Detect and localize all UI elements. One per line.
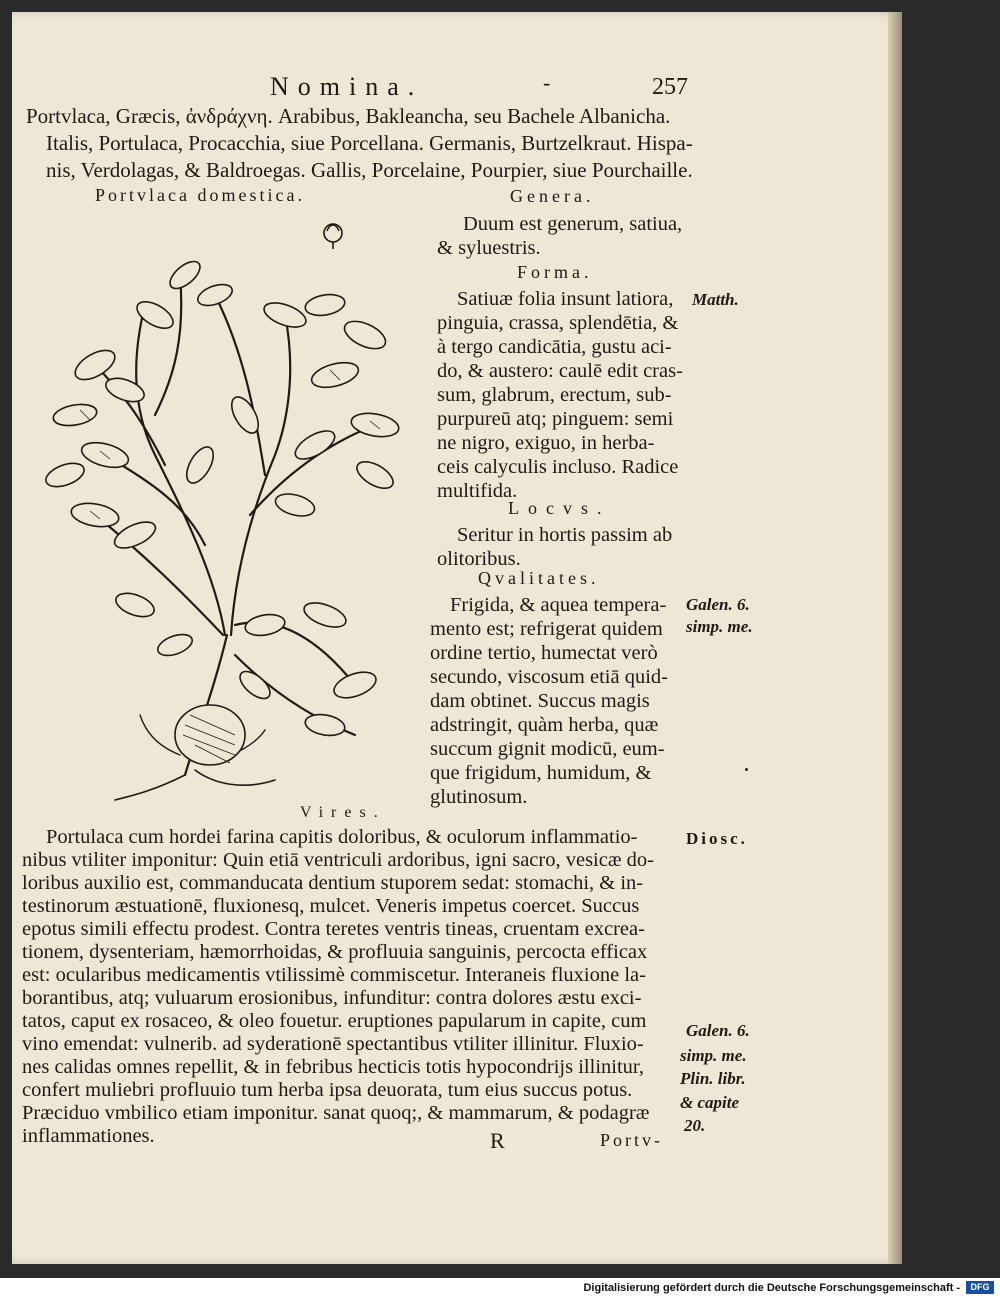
intro-line: Italis, Portulaca, Procacchia, siue Porcellana. Germanis, Burtzelkraut. Hispa- <box>46 131 693 155</box>
dfg-logo-icon[interactable]: DFG <box>966 1281 994 1294</box>
marginal-note-galen-line: Galen. 6. <box>686 1021 750 1040</box>
marginal-note-galen-line: Galen. 6. <box>686 595 750 614</box>
footer-credit: Digitalisierung gefördert durch die Deutsche Forschungsgemeinschaft - <box>583 1282 960 1294</box>
marginal-note-plin-line: & capite <box>680 1093 740 1112</box>
qualitates-line: dam obtinet. Succus magis <box>430 690 650 712</box>
ink-speck <box>745 768 748 771</box>
intro-line: Portvlaca, Græcis, ἀνδράχνη. Arabibus, Bakleancha, seu Bachele Albanicha. <box>26 104 671 128</box>
qualitates-line: adstringit, quàm herba, quæ <box>430 714 659 736</box>
qualitates-line: glutinosum. <box>430 786 528 808</box>
forma-line: purpureū atq; pinguem: semi <box>437 408 674 430</box>
locus-line: Seritur in hortis passim ab <box>457 524 673 546</box>
vires-line: inflammationes. <box>22 1125 155 1147</box>
running-head: Nomina. <box>270 72 424 101</box>
qualitates-line: secundo, viscosum etiā quid- <box>430 666 668 688</box>
marginal-note-plin-line: 20. <box>684 1116 706 1135</box>
section-vires-title: Vires. <box>300 804 386 821</box>
vires-line: tatos, caput ex rosaceo, & oleo fouetur. eruptiones papularum in capite, cum <box>22 1010 647 1032</box>
vires-line: nes calidas omnes repellit, & in febribus hecticis totis hypocondrijs illinitur, <box>22 1056 645 1078</box>
page-edge-shadow <box>888 12 902 1264</box>
catchword: Portv- <box>600 1130 663 1150</box>
forma-line: ceis calyculis incluso. Radice <box>437 456 679 478</box>
locus-line: olitoribus. <box>437 548 521 570</box>
vires-line: Portulaca cum hordei farina capitis doloribus, & oculorum inflammatio- <box>46 826 638 848</box>
vires-line: Præciduo vmbilico etiam imponitur. sanat quoq;, & mammarum, & podagræ <box>22 1102 650 1124</box>
page-number: 257 <box>652 74 688 100</box>
vires-line: borantibus, atq; vuluarum erosionibus, infunditur: contra dolores æstu exci- <box>22 987 642 1009</box>
intro-line: nis, Verdolagas, & Baldroegas. Gallis, Porcelaine, Pourpier, siue Pourchaille. <box>46 158 693 182</box>
vires-line: vino emendat: vulnerib. ad syderationē spectantibus vtiliter illinitur. Fluxio- <box>22 1033 644 1055</box>
flower-detail-icon <box>324 224 342 249</box>
marginal-note-diosc: Diosc. <box>686 829 748 848</box>
marginal-note-galen-line: simp. me. <box>686 617 753 636</box>
qualitates-line: succum gignit modicū, eum- <box>430 738 665 760</box>
signature-mark: R <box>490 1128 505 1153</box>
qualitates-line: que frigidum, humidum, & <box>430 762 652 784</box>
vires-line: testinorum æstuationē, fluxionesq, mulcet. Veneris impetus coercet. Succus <box>22 895 640 917</box>
vires-line: epotus simili effectu prodest. Contra teretes ventris tineas, cruentam excrea- <box>22 918 645 940</box>
section-qualitates-title: Qvalitates. <box>478 568 600 588</box>
vires-line: confert muliebri profluuio tum herba ipsa deuorata, tum eius succus potus. <box>22 1079 633 1101</box>
vires-line: est: ocularibus medicamentis vtilissimè commiscetur. Interaneis fluxione la- <box>22 964 646 986</box>
vires-line: nibus vtiliter imponitur: Quin etiā ventriculi ardoribus, igni sacro, vesicæ do- <box>22 849 654 871</box>
marginal-note-plin-line: Plin. libr. <box>680 1069 746 1088</box>
forma-line: do, & austero: caulē edit cras- <box>437 360 683 382</box>
forma-line: à tergo candicātia, gustu aci- <box>437 336 672 358</box>
forma-line: multifida. <box>437 480 518 502</box>
genera-line: & syluestris. <box>437 237 541 259</box>
forma-line: ne nigro, exiguo, in herba- <box>437 432 655 454</box>
vires-line: loribus auxilio est, commanducata dentium stuporem sedat: stomachi, & in- <box>22 872 644 894</box>
section-locus-title: Locvs. <box>508 498 611 518</box>
vires-line: tionem, dysenteriam, hæmorrhoidas, & profluuia sanguinis, percocta efficax <box>22 941 648 963</box>
marginal-note-matth: Matth. <box>692 290 739 309</box>
section-genera-title: Genera. <box>510 186 595 206</box>
running-head-dash: - <box>543 70 551 95</box>
genera-line: Duum est generum, satiua, <box>463 213 683 235</box>
qualitates-line: Frigida, & aquea tempera- <box>450 594 667 616</box>
qualitates-line: mento est; refrigerat quidem <box>430 618 663 640</box>
marginal-note-galen-line: simp. me. <box>680 1046 747 1065</box>
figure-caption: Portvlaca domestica. <box>95 185 305 205</box>
forma-line: pinguia, crassa, splendētia, & <box>437 312 679 334</box>
plant-woodcut-illustration <box>35 215 430 805</box>
forma-line: Satiuæ folia insunt latiora, <box>457 288 674 310</box>
section-forma-title: Forma. <box>517 262 593 282</box>
qualitates-line: ordine tertio, humectat verò <box>430 642 658 664</box>
forma-line: sum, glabrum, erectum, sub- <box>437 384 672 406</box>
